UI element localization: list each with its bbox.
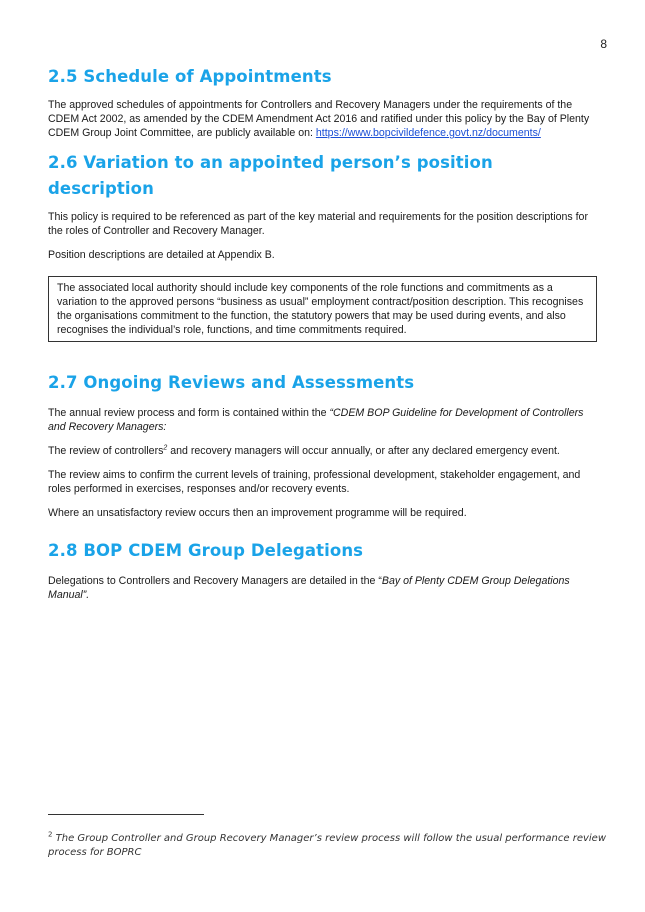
section-heading-2-6: 2.6 Variation to an appointed person’s position description bbox=[48, 153, 493, 198]
note-box-text: The associated local authority should include key components of the role functions and commitments as a variation to the approved persons “business as usual” employment contract/position description. This recognises the organisations commitment to the function, the statutory powers that may be used during events, and also recognises the individual’s role, functions, and time commitments required. bbox=[57, 282, 584, 336]
position-description-note-box bbox=[48, 276, 597, 342]
section-heading-2-8: 2.8 BOP CDEM Group Delegations bbox=[48, 541, 364, 560]
section-2-7-paragraph-3: The review aims to confirm the current levels of training, professional development, stakeholder engagement, and roles performed in exercises, responses and/or recovery events. bbox=[48, 469, 581, 495]
page-content bbox=[48, 64, 603, 602]
section-2-7-text-2a: The review of controllers bbox=[48, 445, 164, 457]
section-2-7-paragraph-4: Where an unsatisfactory review occurs then an improvement programme will be required. bbox=[48, 507, 467, 519]
section-2-6-paragraph-2: Position descriptions are detailed at Appendix B. bbox=[48, 249, 275, 261]
footnote bbox=[48, 832, 608, 860]
footnote-divider bbox=[48, 814, 204, 815]
documents-link[interactable]: https://www.bopcivildefence.govt.nz/documents/ bbox=[315, 127, 541, 139]
section-2-7-paragraph-2 bbox=[48, 444, 603, 458]
delegations-manual-title: Bay of Plenty CDEM Group Delegations Manual”. bbox=[48, 575, 570, 601]
section-2-8-paragraph bbox=[48, 574, 603, 602]
guideline-title: “CDEM BOP Guideline for Development of Controllers and Recovery Managers: bbox=[48, 407, 584, 433]
section-heading-2-7: 2.7 Ongoing Reviews and Assessments bbox=[48, 373, 415, 392]
section-2-7-paragraph-1 bbox=[48, 406, 603, 434]
footnote-reference[interactable]: 2 bbox=[163, 444, 168, 452]
section-heading-2-5: 2.5 Schedule of Appointments bbox=[48, 67, 332, 86]
footnote-marker: 2 bbox=[48, 830, 53, 839]
section-2-6-paragraph-1: This policy is required to be referenced as part of the key material and requirements for the position descriptions for the roles of Controller and Recovery Manager. bbox=[48, 211, 588, 237]
section-2-5-paragraph bbox=[48, 98, 603, 140]
section-2-5-text: The approved schedules of appointments for Controllers and Recovery Managers under the requirements of the CDEM Act 2002, as amended by the CDEM Amendment Act 2016 and ratified under this policy by the Bay of Plenty CDEM Group Joint Committee, are publicly available on: bbox=[48, 99, 590, 139]
section-2-7-text-1: The annual review process and form is contained within the bbox=[48, 407, 330, 419]
section-2-8-text: Delegations to Controllers and Recovery Managers are detailed in the “ bbox=[48, 575, 382, 587]
footnote-text: The Group Controller and Group Recovery Manager’s review process will follow the usual performance review process for BOPRC bbox=[48, 833, 606, 858]
section-2-7-text-2b: and recovery managers will occur annually, or after any declared emergency event. bbox=[167, 445, 560, 457]
page-number: 8 bbox=[600, 37, 607, 51]
